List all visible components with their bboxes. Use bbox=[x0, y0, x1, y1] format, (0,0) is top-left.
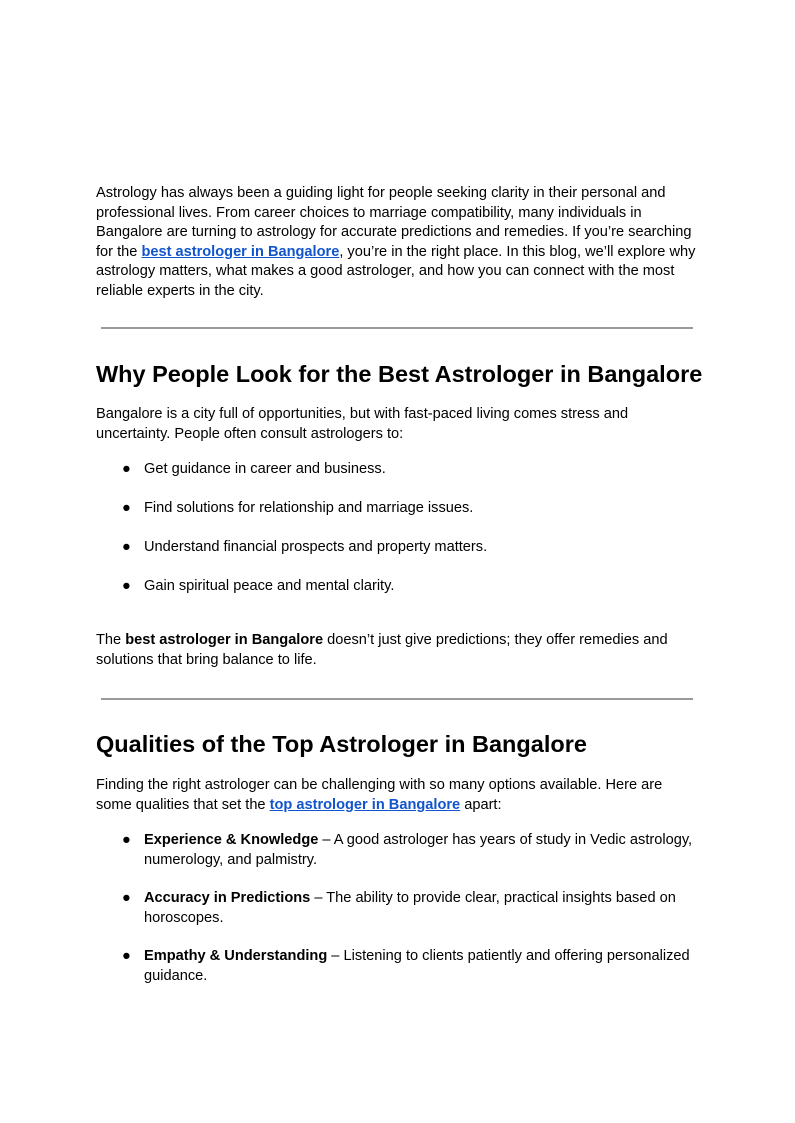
list-item-title: Experience & Knowledge bbox=[144, 832, 319, 848]
section1-heading: Why People Look for the Best Astrologer in Bangalore bbox=[96, 361, 703, 387]
bullet-icon: ● bbox=[122, 539, 131, 555]
bullet-icon: ● bbox=[122, 890, 131, 906]
list-item bbox=[122, 460, 700, 480]
intro2-text: Finding the right astrologer can be challenging with so many options available. Here are some qualities that set the bbox=[96, 777, 663, 813]
bullet-icon: ● bbox=[122, 948, 131, 964]
section1-intro: Bangalore is a city full of opportunities, but with fast-paced living comes stress and uncertainty. People often consult astrologers to: bbox=[96, 406, 629, 442]
list-item-title: Accuracy in Predictions bbox=[144, 890, 311, 906]
list-item bbox=[122, 499, 700, 519]
bullet-icon: ● bbox=[122, 461, 131, 477]
list-item-text: Gain spiritual peace and mental clarity. bbox=[144, 578, 395, 594]
divider bbox=[101, 698, 693, 700]
section2-intro bbox=[96, 776, 698, 815]
list-item-title: Empathy & Understanding bbox=[144, 948, 328, 964]
bullet-icon: ● bbox=[122, 578, 131, 594]
closing-text-end: doesn’t just give predictions; they offer remedies and solutions that bring balance to life. bbox=[96, 632, 668, 668]
section1-closing bbox=[96, 631, 698, 670]
list-item-text: Understand financial prospects and property matters. bbox=[144, 539, 488, 555]
list-item-text: Get guidance in career and business. bbox=[144, 461, 386, 477]
closing-bold: best astrologer in Bangalore bbox=[125, 632, 324, 648]
list-item-text: – Listening to clients patiently and offering personalized guidance. bbox=[144, 948, 690, 984]
section2-heading: Qualities of the Top Astrologer in Bangalore bbox=[96, 731, 587, 757]
list-item-text: – The ability to provide clear, practical insights based on horoscopes. bbox=[144, 890, 676, 926]
list-item bbox=[122, 889, 700, 928]
intro2-text-end: apart: bbox=[460, 796, 502, 813]
bullet-icon: ● bbox=[122, 500, 131, 516]
divider bbox=[101, 327, 693, 329]
list-item bbox=[122, 947, 700, 986]
best-astrologer-link[interactable]: best astrologer in Bangalore bbox=[141, 243, 340, 260]
list-item bbox=[122, 577, 700, 597]
list-item-text: Find solutions for relationship and marriage issues. bbox=[144, 500, 474, 516]
list-item bbox=[122, 831, 700, 870]
intro-text-end: , you’re in the right place. In this blog, we’ll explore why astrology matters, what makes a good astrologer, and how you can connect with the most reliable experts in the city. bbox=[96, 243, 696, 299]
list-item bbox=[122, 538, 700, 558]
top-astrologer-link[interactable]: top astrologer in Bangalore bbox=[269, 796, 461, 813]
list-item-text: – A good astrologer has years of study in Vedic astrology, numerology, and palmistry. bbox=[144, 832, 693, 868]
closing-text: The bbox=[96, 632, 126, 648]
intro-paragraph bbox=[96, 184, 698, 301]
bullet-icon: ● bbox=[122, 832, 131, 848]
intro-text: Astrology has always been a guiding light for people seeking clarity in their personal and professional lives. From career choices to marriage compatibility, many individuals in Bangalore are turning to astrology for accurate predictions and remedies. If you’re searching for the bbox=[96, 185, 692, 260]
